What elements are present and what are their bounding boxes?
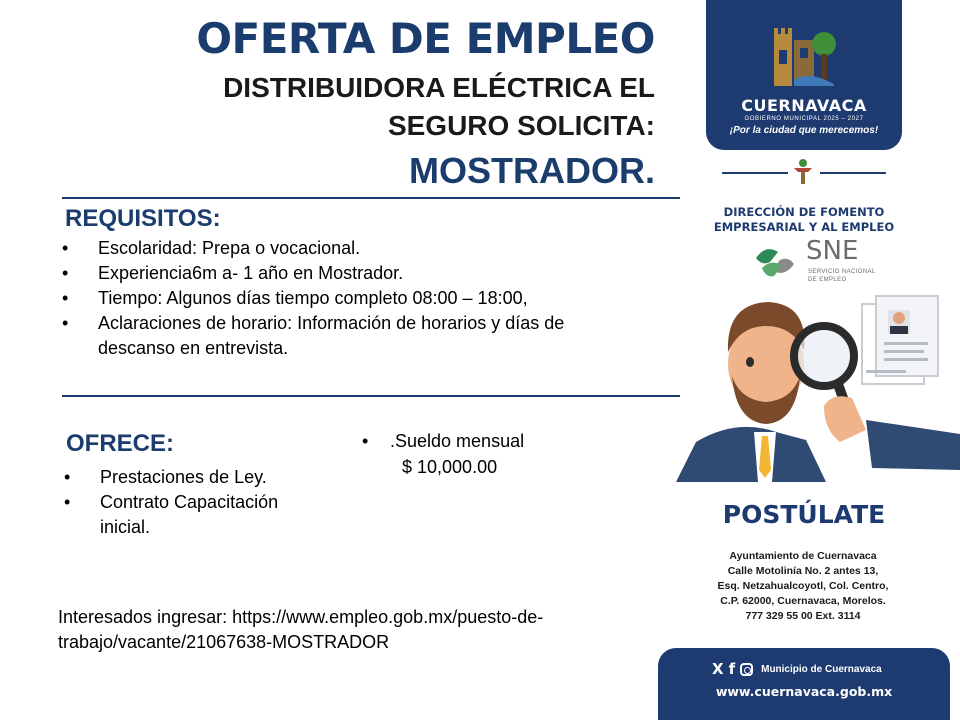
office-address: Ayuntamiento de Cuernavaca Calle Motolinía No. 2 antes 13, Esq. Netzahualcoyotl, Col. Centro, C.P. 62000, Cuernavaca, Morelos. 777 329 55 00 Ext. 3114 — [717, 550, 889, 622]
list-item: • Experiencia6m a- 1 año en Mostrador. — [62, 261, 627, 286]
recruiter-magnifier-illustration — [676, 290, 960, 482]
bullet: • — [64, 492, 71, 512]
sne-wordmark: SNE — [806, 236, 859, 266]
bullet: • — [62, 238, 69, 258]
divider-top — [62, 197, 680, 199]
sne-subtitle: SERVICIO NACIONAL — [808, 269, 876, 275]
bullet: • — [64, 467, 71, 487]
footer-banner — [658, 648, 950, 720]
list-item: • Contrato Capacitación inicial. — [64, 492, 279, 537]
city-crest-icon — [768, 20, 838, 92]
salary-block — [362, 428, 602, 480]
social-links — [712, 660, 882, 678]
instagram-icon — [740, 663, 753, 676]
facebook-icon: f — [728, 660, 736, 678]
sne-subtitle: DE EMPLEO — [808, 277, 847, 283]
company-line-2: SEGURO SOLICITA: — [387, 110, 655, 141]
company-line-1: DISTRIBUIDORA ELÉCTRICA EL — [223, 72, 655, 103]
city-government: GOBIERNO MUNICIPAL 2025 – 2027 — [744, 116, 864, 122]
requirements-list — [62, 236, 627, 361]
apply-instructions: Interesados ingresar: https://www.empleo.gob.mx/puesto-de-trabajo/vacante/21067638-MOSTRADOR — [58, 607, 544, 652]
bullet: • — [362, 431, 369, 451]
website-url: www.cuernavaca.gob.mx — [715, 684, 893, 699]
city-name: CUERNAVACA — [741, 96, 867, 115]
x-icon: X — [712, 660, 724, 678]
bullet: • — [62, 313, 69, 333]
job-position: MOSTRADOR. — [409, 150, 655, 191]
bullet: • — [62, 288, 69, 308]
sne-handshake-icon — [752, 238, 798, 284]
page-title: OFERTA DE EMPLEO — [196, 14, 655, 63]
apply-call-to-action: POSTÚLATE — [722, 500, 886, 529]
list-item: • Prestaciones de Ley. — [64, 465, 324, 490]
divider-middle — [62, 395, 680, 397]
list-item: • Escolaridad: Prepa o vocacional. — [62, 236, 627, 261]
bullet: • — [62, 263, 69, 283]
salary-value: $ 10,000.00 — [402, 457, 498, 477]
directorate-name: DIRECCIÓN DE FOMENTO EMPRESARIAL Y AL EMPLEO — [713, 205, 895, 234]
list-item: • Aclaraciones de horario: Información de horarios y días de descanso en entrevista. — [62, 313, 565, 358]
offer-heading: OFRECE: — [66, 430, 174, 457]
ornament-icon — [792, 158, 814, 186]
offer-list — [64, 465, 324, 540]
city-banner — [706, 0, 902, 150]
list-item: • Tiempo: Algunos días tiempo completo 08:00 – 18:00, — [62, 286, 627, 311]
ornament-line-right — [820, 172, 886, 174]
social-handle: Municipio de Cuernavaca — [761, 663, 882, 675]
requirements-heading: REQUISITOS: — [65, 205, 221, 232]
city-slogan: ¡Por la ciudad que merecemos! — [729, 125, 879, 136]
salary-label: .Sueldo mensual — [390, 431, 525, 451]
ornament-line-left — [722, 172, 788, 174]
